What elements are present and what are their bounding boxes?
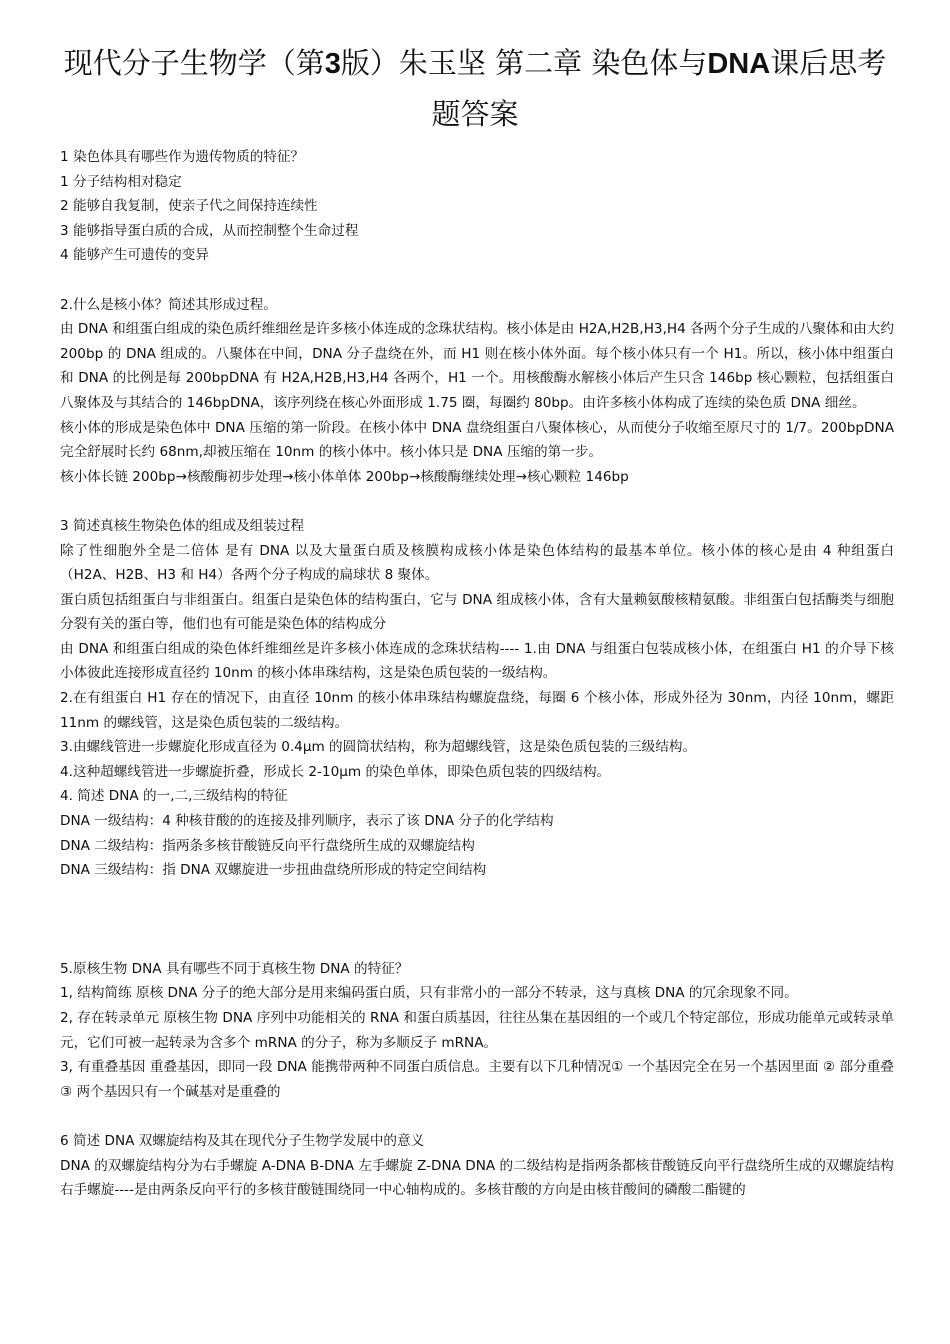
- spacer: [60, 489, 894, 514]
- answer-1-item-3: 3 能够指导蛋白质的合成，从而控制整个生命过程: [60, 222, 359, 239]
- document-body: [60, 145, 894, 1203]
- answer-4-item-2: DNA 二级结构：指两条多核苷酸链反向平行盘绕所生成的双螺旋结构: [60, 837, 475, 854]
- spacer: [60, 1104, 894, 1129]
- question-5-heading: 5.原核生物 DNA 具有哪些不同于真核生物 DNA 的特征？: [60, 960, 409, 977]
- title-text-2: 版）朱玉坚 第二章 染色体与: [340, 46, 708, 80]
- answer-3-paragraph-6: 4.这种超螺线管进一步螺旋折叠，形成长 2-10μm 的染色单体，即染色质包装的四级结构。: [60, 763, 611, 780]
- answer-5-item-1: 1, 结构简练 原核 DNA 分子的绝大部分是用来编码蛋白质，只有非常小的一部分不转录，这与真核 DNA 的冗余现象不同。: [60, 985, 798, 1002]
- spacer: [60, 883, 894, 957]
- answer-3-paragraph-4: 2.在有组蛋白 H1 存在的情况下，由直径 10nm 的核小体串珠结构螺旋盘绕，每圈 6 个核小体，形成外径为 30nm，内径 10nm，螺距 11nm 的螺线管，这是染色质包装的二级结构。: [60, 690, 894, 731]
- title-dna: DNA: [707, 48, 771, 80]
- question-1-heading: 1 染色体具有哪些作为遗传物质的特征？: [60, 149, 305, 165]
- answer-2-paragraph-2: 核小体的形成是染色体中 DNA 压缩的第一阶段。在核小体中 DNA 盘绕组蛋白八聚体核心，从而使分子收缩至原尺寸的 1/7。200bpDNA 完全舒展时长约 68nm,却被压缩在 10nm 的核小体中。核小体只是 DNA 压缩的第一步。: [60, 419, 894, 461]
- answer-3-paragraph-2: 蛋白质包括组蛋白与非组蛋白。组蛋白是染色体的结构蛋白，它与 DNA 组成核小体，含有大量赖氨酸核精氨酸。非组蛋白包括酶类与细胞分裂有关的蛋白等，他们也有可能是染色体的结构成分: [60, 591, 894, 633]
- answer-2-paragraph-3: 核小体长链 200bp→核酸酶初步处理→核小体单体 200bp→核酸酶继续处理→核心颗粒 146bp: [60, 468, 629, 485]
- question-4-heading: 4. 简述 DNA 的一,二,三级结构的特征: [60, 788, 288, 805]
- document-title: [40, 38, 910, 139]
- question-6-heading: 6 简述 DNA 双螺旋结构及其在现代分子生物学发展中的意义: [60, 1132, 425, 1149]
- answer-1-item-4: 4 能够产生可遗传的变异: [60, 247, 209, 264]
- answer-3-paragraph-1: 除了性细胞外全是二倍体 是有 DNA 以及大量蛋白质及核膜构成核小体是染色体结构的最基本单位。核小体的核心是由 4 种组蛋白（H2A、H2B、H3 和 H4）各两个分子构成的扁球状 8 聚体。: [60, 542, 894, 584]
- title-text-3: 课后思考: [770, 46, 887, 80]
- question-3-heading: 3 简述真核生物染色体的组成及组装过程: [60, 517, 305, 534]
- spacer: [60, 268, 894, 293]
- answer-2-paragraph-1: 由 DNA 和组蛋白组成的染色质纤维细丝是许多核小体连成的念珠状结构。核小体是由 H2A,H2B,H3,H4 各两个分子生成的八聚体和由大约 200bp 的 DNA 组成的。八聚体在中间，DNA 分子盘绕在外，而 H1 则在核小体外面。每个核小体只有一个 H1。所以，核小体中组蛋白和 DNA 的比例是每 200bpDNA 有 H2A,H2B,H3,H4 各两个，H1 一个。用核酸酶水解核小体后产生只含 146bp 核心颗粒，包括组蛋白八聚体及与其结合的 146bpDNA，该序列绕在核心外面形成 1.75 圈，每圈约 80bp。由许多核小体构成了连续的染色质 DNA 细丝。: [60, 321, 894, 411]
- answer-1-item-2: 2 能够自我复制，使亲子代之间保持连续性: [60, 198, 318, 215]
- answer-4-item-3: DNA 三级结构：指 DNA 双螺旋进一步扭曲盘绕所形成的特定空间结构: [60, 862, 487, 879]
- title-edition-number: 3: [324, 48, 341, 80]
- answer-4-item-1: DNA 一级结构：4 种核苷酸的的连接及排列顺序，表示了该 DNA 分子的化学结构: [60, 813, 554, 830]
- answer-3-paragraph-3: 由 DNA 和组蛋白组成的染色体纤维细丝是许多核小体连成的念珠状结构---- 1.由 DNA 与组蛋白包装成核小体，在组蛋白 H1 的介导下核小体彼此连接形成直径约 10nm 的核小体串珠结构，这是染色质包装的一级结构。: [60, 640, 894, 682]
- answer-5-item-3: 3, 有重叠基因 重叠基因，即同一段 DNA 能携带两种不同蛋白质信息。主要有以下几种情况① 一个基因完全在另一个基因里面 ② 部分重叠 ③ 两个基因只有一个碱基对是重叠的: [60, 1059, 894, 1100]
- answer-6-paragraph-2: 右手螺旋----是由两条反向平行的多核苷酸链围绕同一中心轴构成的。多核苷酸的方向是由核苷酸间的磷酸二酯键的: [60, 1182, 746, 1199]
- answer-3-paragraph-5: 3.由螺线管进一步螺旋化形成直径为 0.4μm 的圆筒状结构，称为超螺线管，这是染色质包装的三级结构。: [60, 739, 697, 756]
- answer-1-item-1: 1 分子结构相对稳定: [60, 173, 182, 190]
- title-line-2: 题答案: [431, 97, 519, 131]
- title-text-1: 现代分子生物学（第: [63, 46, 325, 80]
- answer-6-paragraph-1: DNA 的双螺旋结构分为右手螺旋 A-DNA B-DNA 左手螺旋 Z-DNA DNA 的二级结构是指两条都核苷酸链反向平行盘绕所生成的双螺旋结构: [60, 1157, 894, 1174]
- answer-5-item-2: 2, 存在转录单元 原核生物 DNA 序列中功能相关的 RNA 和蛋白质基因，往往丛集在基因组的一个或几个特定部位，形成功能单元或转录单元，它们可被一起转录为含多个 mRNA 的分子，称为多顺反子 mRNA。: [60, 1010, 894, 1051]
- question-2-heading: 2.什么是核小体？简述其形成过程。: [60, 296, 277, 313]
